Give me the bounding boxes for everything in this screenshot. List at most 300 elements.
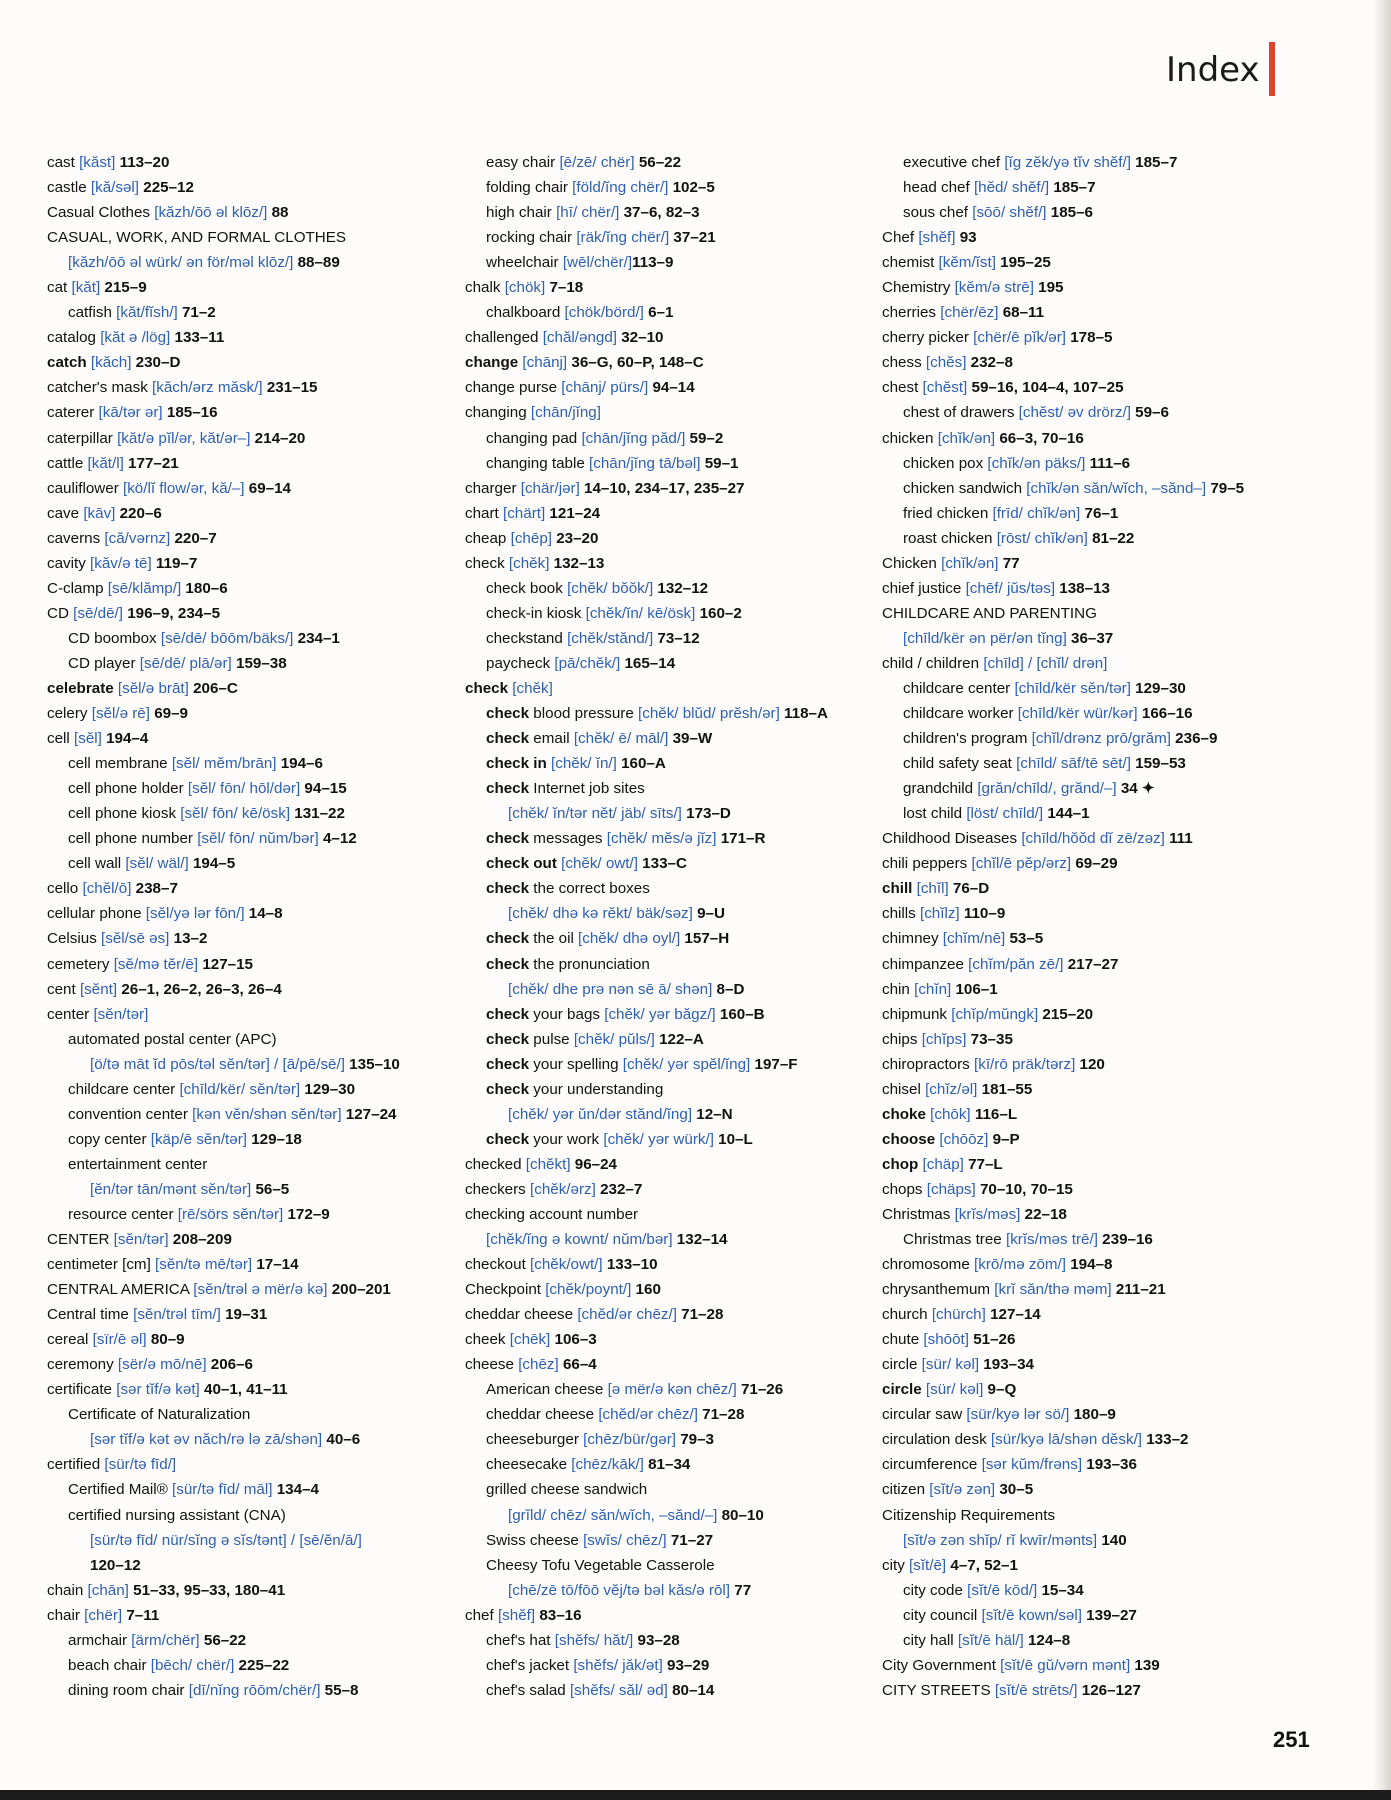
headword: convention center	[68, 1105, 193, 1123]
pronunciation: [kăt ə /lög]	[100, 329, 175, 347]
page-reference: 206–C	[193, 679, 238, 697]
headword: check	[486, 930, 530, 948]
index-entry	[47, 1402, 467, 1427]
headword-suffix: your understanding	[529, 1080, 664, 1098]
pronunciation: [chĕk/owt/]	[530, 1256, 607, 1274]
index-entry	[882, 876, 1352, 901]
pronunciation: [chĕd/ər chēz/]	[598, 1406, 703, 1424]
page-reference: 69–14	[248, 479, 291, 497]
headword: child safety seat	[903, 755, 1017, 773]
headword: CD boombox	[68, 629, 161, 647]
index-entry	[465, 1027, 885, 1052]
pronunciation: [sĕn/tər]	[93, 1005, 149, 1023]
headword: checkers	[465, 1180, 530, 1198]
index-entry	[882, 576, 1352, 601]
page-reference: 238–7	[135, 880, 178, 898]
page-reference: 30–5	[999, 1481, 1034, 1499]
index-entry	[465, 1227, 885, 1252]
pronunciation: [ə mër/ə kən chēz/]	[607, 1381, 741, 1399]
pronunciation: [chīld/kër wür/kər]	[1017, 705, 1142, 723]
pronunciation: [ē/zē/ chër]	[559, 154, 639, 171]
headword: chief justice	[882, 579, 966, 597]
page-reference: 110–9	[963, 905, 1006, 923]
page-reference: 195–25	[1000, 254, 1051, 272]
headword: change purse	[465, 379, 562, 397]
headword: cello	[47, 880, 83, 898]
headword: C-clamp	[47, 579, 108, 597]
page-reference: 113–20	[119, 154, 170, 171]
pronunciation: [sĕl/ə rē]	[91, 705, 155, 723]
index-entry	[882, 1628, 1352, 1653]
index-entry	[47, 526, 467, 551]
index-entry	[47, 1503, 467, 1528]
headword: changing pad	[486, 429, 582, 447]
pronunciation: [sōō/ shĕf/]	[972, 204, 1051, 222]
pronunciation: [sĭt/ē]	[909, 1556, 951, 1574]
index-entry	[465, 300, 885, 325]
pronunciation: [ö/tə māt ĭd pōs/təl sĕn/tər] / [ā/pē/sē/]	[90, 1055, 350, 1073]
pronunciation: [chĭn]	[914, 980, 956, 998]
headword: caterpillar	[47, 429, 118, 447]
pronunciation: [sĕl]	[74, 730, 107, 748]
pronunciation: [sĕl/ wäl/]	[125, 855, 193, 873]
pronunciation: [kā/tər ər]	[98, 404, 167, 422]
page-reference: 23–20	[556, 529, 599, 547]
index-entry	[47, 150, 467, 175]
headword: circle	[882, 1381, 926, 1399]
page-reference: 14–10, 234–17, 235–27	[584, 479, 745, 497]
page-reference: 77	[1002, 554, 1020, 572]
index-entry	[882, 526, 1352, 551]
index-entry	[465, 1553, 885, 1578]
headword: CHILDCARE AND PARENTING	[882, 604, 1097, 622]
index-entry	[465, 175, 885, 200]
page-reference: 80–14	[672, 1681, 715, 1699]
index-entry	[465, 426, 885, 451]
pronunciation: [sĭt/ē strēts/]	[994, 1681, 1082, 1699]
index-entry	[882, 200, 1352, 225]
headword: Chemistry	[882, 279, 955, 297]
index-entry	[47, 1628, 467, 1653]
headword: cheeseburger	[486, 1431, 584, 1449]
page-reference: 4–7, 52–1	[950, 1556, 1018, 1574]
headword: chemist	[882, 254, 939, 272]
page-reference: 127–15	[202, 955, 254, 973]
index-entry	[47, 952, 467, 977]
page-reference: 17–14	[256, 1256, 299, 1274]
page-reference: 73–35	[970, 1030, 1013, 1048]
page-reference: 120	[1079, 1055, 1105, 1073]
page-reference: 140	[1101, 1531, 1127, 1549]
headword: city	[882, 1556, 910, 1574]
page-reference: 236–9	[1175, 730, 1218, 748]
page-reference: 225–22	[238, 1656, 290, 1674]
headword: Swiss cheese	[486, 1531, 584, 1549]
headword: childcare center	[903, 679, 1015, 697]
pronunciation: [sĕn/trəl tīm/]	[133, 1306, 226, 1324]
pronunciation: [chĕk/ dhə oyl/]	[578, 930, 685, 948]
headword: chili peppers	[882, 855, 972, 873]
page-reference: 71–27	[670, 1531, 714, 1549]
index-entry	[465, 977, 885, 1002]
headword: chest	[882, 379, 923, 397]
page-reference: 185–6	[1050, 204, 1093, 222]
page-reference: 66–4	[562, 1356, 597, 1374]
headword: center	[47, 1005, 94, 1023]
index-entry	[47, 801, 467, 826]
headword: checkstand	[486, 629, 568, 647]
index-entry	[465, 1327, 885, 1352]
index-entry	[465, 526, 885, 551]
pronunciation: [chĕk/ pŭls/]	[573, 1030, 660, 1048]
pronunciation: [räk/ĭng chër/]	[576, 229, 674, 247]
page-reference: 71–28	[702, 1406, 745, 1424]
pronunciation: [sĭt/ē kown/səl]	[981, 1606, 1087, 1624]
page-reference: 76–D	[952, 880, 990, 898]
pronunciation: [chĕk/poynt/]	[545, 1281, 636, 1299]
pronunciation: [chān/jĭng păd/]	[581, 429, 690, 447]
headword: CD	[47, 604, 74, 622]
page-reference: 40–1, 41–11	[204, 1381, 288, 1399]
index-entry	[465, 601, 885, 626]
pronunciation: [sür/tə fīd/ nür/sĭng ə sĭs/tənt] / [sē/ĕn/ā/]	[90, 1531, 362, 1549]
index-entry	[882, 1102, 1352, 1127]
pronunciation: [kăt/fĭsh/]	[116, 304, 182, 322]
page-reference: 69–29	[1075, 855, 1118, 873]
pronunciation: [chĕs]	[925, 354, 971, 372]
page-reference: 36–37	[1071, 629, 1114, 647]
page-reference: 133–C	[642, 855, 687, 873]
pronunciation: [chōk]	[930, 1105, 975, 1123]
headword: Certified Mail®	[68, 1481, 173, 1499]
index-entry	[47, 175, 467, 200]
pronunciation: [shĕf]	[497, 1606, 540, 1624]
page-bottom-edge	[0, 1790, 1391, 1800]
page-reference: 39–W	[672, 730, 713, 748]
index-entry	[47, 1678, 467, 1703]
pronunciation: [shĕfs/ hăt/]	[554, 1631, 638, 1649]
pronunciation: [kāv]	[83, 504, 120, 522]
index-entry	[465, 1377, 885, 1402]
page-reference: 106–1	[955, 980, 998, 998]
index-entry	[882, 1077, 1352, 1102]
page-reference: 9–Q	[987, 1381, 1017, 1399]
index-entry	[47, 200, 467, 225]
page-reference: 131–22	[294, 805, 345, 823]
page-reference: 102–5	[672, 179, 715, 197]
headword: cellular phone	[47, 905, 146, 923]
headword: chin	[882, 980, 915, 998]
pronunciation: [sĕnt]	[79, 980, 122, 998]
index-entry	[465, 1352, 885, 1377]
pronunciation: [bēch/ chër/]	[150, 1656, 239, 1674]
index-entry	[465, 826, 885, 851]
headword: chicken	[882, 429, 938, 447]
headword: grandchild	[903, 780, 978, 798]
index-entry	[47, 1127, 467, 1152]
index-entry	[47, 1202, 467, 1227]
index-entry	[47, 751, 467, 776]
page-reference: 220–7	[174, 529, 217, 547]
index-entry	[47, 1578, 467, 1603]
page-reference: 94–15	[304, 780, 347, 798]
pronunciation: [sĕl/ fōn/ hōl/dər]	[187, 780, 305, 798]
index-entry	[47, 977, 467, 1002]
headword: executive chef	[903, 154, 1005, 171]
pronunciation: [chĭl]	[916, 880, 953, 898]
headword: castle	[47, 179, 91, 197]
page-reference: 56–5	[255, 1180, 290, 1198]
page-reference: 120–12	[90, 1556, 141, 1574]
pronunciation: [chēp]	[510, 529, 557, 547]
index-entry	[465, 726, 885, 751]
index-entry	[465, 1302, 885, 1327]
page-reference: 96–24	[574, 1155, 617, 1173]
pronunciation: [sĕl/ə brāt]	[117, 679, 194, 697]
index-entry	[47, 926, 467, 951]
index-entry	[882, 726, 1352, 751]
page-reference: 88	[271, 204, 289, 222]
pronunciation: [chĕst]	[922, 379, 972, 397]
headword: cat	[47, 279, 72, 297]
headword: check book	[486, 579, 568, 597]
headword: CD player	[68, 654, 140, 672]
pronunciation: [chĕk/ yər würk/]	[603, 1130, 719, 1148]
index-entry	[882, 751, 1352, 776]
index-entry	[882, 1503, 1352, 1528]
pronunciation: [chĕk/ ĭn/tər nĕt/ jäb/ sīts/]	[508, 805, 687, 823]
pronunciation: [kăzh/ōō əl würk/ ən för/məl klōz/]	[68, 254, 298, 272]
headword: folding chair	[486, 179, 573, 197]
pronunciation: [sĕl/yə lər fōn/]	[145, 905, 249, 923]
pronunciation: [chök/börd/]	[564, 304, 649, 322]
headword: chrysanthemum	[882, 1281, 995, 1299]
index-entry	[465, 325, 885, 350]
headword: cauliflower	[47, 479, 123, 497]
page-reference: 177–21	[128, 454, 179, 472]
headword: Central time	[47, 1306, 134, 1324]
pronunciation: [chër]	[84, 1606, 127, 1624]
headword: paycheck	[486, 654, 555, 672]
page-reference: 9–P	[992, 1130, 1020, 1148]
pronunciation: [chĭp/mŭngk]	[951, 1005, 1043, 1023]
page-reference: 160	[635, 1281, 661, 1299]
page-reference: 36–G, 60–P, 148–C	[571, 354, 704, 372]
headword: cheddar cheese	[486, 1406, 599, 1424]
pronunciation: [kĕm/ĭst]	[938, 254, 1001, 272]
headword: child / children	[882, 654, 984, 672]
index-entry	[47, 576, 467, 601]
page-reference: 59–16, 104–4, 107–25	[971, 379, 1124, 397]
page-reference: 133–11	[174, 329, 225, 347]
headword: head chef	[903, 179, 974, 197]
index-entry	[47, 1002, 467, 1027]
index-entry	[882, 651, 1352, 676]
pronunciation: [chĭl/drənz prō/grăm]	[1031, 730, 1176, 748]
page-reference: 53–5	[1009, 930, 1044, 948]
index-entry	[47, 1102, 467, 1127]
page-reference: 193–34	[983, 1356, 1034, 1374]
index-entry	[47, 1302, 467, 1327]
index-entry	[465, 876, 885, 901]
page-reference: 197–F	[754, 1055, 798, 1073]
headword-suffix: email	[529, 730, 574, 748]
page-number: 251	[1273, 1727, 1310, 1752]
page-reference: 166–16	[1141, 705, 1193, 723]
pronunciation: [chēf/ jŭs/təs]	[965, 579, 1060, 597]
headword: challenged	[465, 329, 543, 347]
pronunciation: [chĕd/ər chēz/]	[577, 1306, 682, 1324]
pronunciation: [sër/ə mō/nē]	[117, 1356, 211, 1374]
index-entry	[882, 952, 1352, 977]
page-reference: 69–9	[154, 705, 188, 723]
pronunciation: [chürch]	[931, 1306, 991, 1324]
headword: cell phone number	[68, 830, 198, 848]
headword: catfish	[68, 304, 117, 322]
index-entry	[882, 1578, 1352, 1603]
pronunciation: [sē/dē/ bōōm/bäks/]	[160, 629, 298, 647]
headword: armchair	[68, 1631, 132, 1649]
page-reference: 160–A	[621, 755, 666, 773]
headword: check in	[486, 755, 551, 773]
pronunciation: [chĕk/ ē/ māl/]	[573, 730, 673, 748]
index-entry	[882, 325, 1352, 350]
pronunciation: [kī/rō präk/tərz]	[974, 1055, 1080, 1073]
index-entry	[882, 1252, 1352, 1277]
index-entry	[47, 501, 467, 526]
header-accent-bar	[1269, 42, 1275, 96]
pronunciation: [ĭg zĕk/yə tĭv shĕf/]	[1004, 154, 1136, 171]
page-reference: 111–6	[1089, 454, 1131, 472]
headword: entertainment center	[68, 1155, 208, 1173]
headword: chair	[47, 1606, 85, 1624]
headword: cherry picker	[882, 329, 974, 347]
index-entry	[465, 701, 885, 726]
pronunciation: [chĕk/ dhə kə rĕkt/ bäk/səz]	[508, 905, 698, 923]
index-entry	[882, 1427, 1352, 1452]
index-entry	[882, 1477, 1352, 1502]
pronunciation: [kă/səl]	[90, 179, 144, 197]
headword: celebrate	[47, 679, 118, 697]
headword: choose	[882, 1130, 940, 1148]
index-entry	[465, 1528, 885, 1553]
index-entry	[465, 451, 885, 476]
headword: cell phone holder	[68, 780, 188, 798]
page-reference: 34 ✦	[1120, 780, 1155, 798]
pronunciation: [chĕk/ yər ŭn/dər stănd/ĭng]	[508, 1105, 697, 1123]
headword: cell wall	[68, 855, 126, 873]
index-entry	[47, 626, 467, 651]
page-reference: 132–13	[553, 554, 605, 572]
headword: Cheesy Tofu Vegetable Casserole	[486, 1556, 715, 1574]
page-reference: 234–1	[297, 629, 340, 647]
index-entry	[465, 1177, 885, 1202]
pronunciation: [chër/ē pĭk/ər]	[973, 329, 1071, 347]
index-entry	[882, 350, 1352, 375]
headword-suffix: your work	[529, 1130, 604, 1148]
index-entry	[465, 1653, 885, 1678]
headword: Celsius	[47, 930, 102, 948]
pronunciation: [shĕfs/ jăk/ət]	[573, 1656, 668, 1674]
headword: chimpanzee	[882, 955, 969, 973]
page-reference: 157–H	[684, 930, 730, 948]
index-entry	[882, 375, 1352, 400]
pronunciation: [kăt]	[71, 279, 105, 297]
headword: check	[486, 1005, 530, 1023]
headword: CENTER	[47, 1231, 114, 1249]
headword: chops	[882, 1180, 927, 1198]
page-reference: 239–16	[1102, 1231, 1153, 1249]
index-entry	[465, 1202, 885, 1227]
headword: cell membrane	[68, 755, 172, 773]
headword: chef's hat	[486, 1631, 555, 1649]
page-reference: 194–6	[280, 755, 323, 773]
index-entry	[47, 901, 467, 926]
headword: changing	[465, 404, 531, 422]
page-reference: 160–2	[699, 604, 742, 622]
headword-suffix: your spelling	[529, 1055, 623, 1073]
page-reference: 172–9	[287, 1205, 330, 1223]
headword: certificate	[47, 1381, 117, 1399]
headword-suffix: the oil	[529, 930, 579, 948]
pronunciation: [chēz/bür/gər]	[583, 1431, 681, 1449]
headword: beach chair	[68, 1656, 151, 1674]
index-entry	[465, 200, 885, 225]
page-reference: 79–3	[680, 1431, 714, 1449]
pronunciation: [käp/ē sĕn/tər]	[150, 1130, 252, 1148]
headword: chest of drawers	[903, 404, 1019, 422]
index-entry	[465, 1678, 885, 1703]
pronunciation: [chĕk]	[512, 679, 553, 697]
page-reference: 194–5	[192, 855, 236, 873]
pronunciation: [chĕk]	[508, 554, 554, 572]
index-entry	[882, 901, 1352, 926]
index-entry	[47, 1352, 467, 1377]
headword: CENTRAL AMERICA	[47, 1281, 194, 1299]
headword: checked	[465, 1155, 526, 1173]
pronunciation: [chĭk/ən săn/wĭch, –sănd–]	[1026, 479, 1211, 497]
page-reference: 66–3, 70–16	[999, 429, 1084, 447]
pronunciation: [chīld/kër ən për/ən tĭng]	[903, 629, 1072, 647]
index-entry	[882, 1127, 1352, 1152]
headword: CASUAL, WORK, AND FORMAL CLOTHES	[47, 229, 347, 247]
index-entry	[47, 1653, 467, 1678]
headword: chromosome	[882, 1256, 975, 1274]
pronunciation: [rē/sörs sĕn/tər]	[177, 1205, 288, 1223]
headword: CITY STREETS	[882, 1681, 995, 1699]
headword: copy center	[68, 1130, 151, 1148]
headword: chimney	[882, 930, 943, 948]
index-entry	[465, 1102, 885, 1127]
pronunciation: [chānj/ pürs/]	[561, 379, 653, 397]
index-entry	[882, 225, 1352, 250]
page-reference: 171–R	[720, 830, 766, 848]
pronunciation: [sür/tə fīd/]	[104, 1456, 177, 1474]
pronunciation: [grĭld/ chēz/ săn/wĭch, –sănd/–]	[508, 1506, 722, 1524]
headword: catcher's mask	[47, 379, 153, 397]
headword: certified nursing assistant (CNA)	[68, 1506, 286, 1524]
index-entry	[47, 1553, 467, 1578]
headword: rocking chair	[486, 229, 577, 247]
index-entry	[882, 601, 1352, 626]
page-reference: 195	[1038, 279, 1064, 297]
headword: charger	[465, 479, 521, 497]
headword: chess	[882, 354, 926, 372]
pronunciation: [sĕ/mə tĕr/ē]	[113, 955, 203, 973]
page-reference: 51–26	[973, 1331, 1016, 1349]
headword: cheddar cheese	[465, 1306, 578, 1324]
pronunciation: [sĕn/tər]	[113, 1231, 173, 1249]
